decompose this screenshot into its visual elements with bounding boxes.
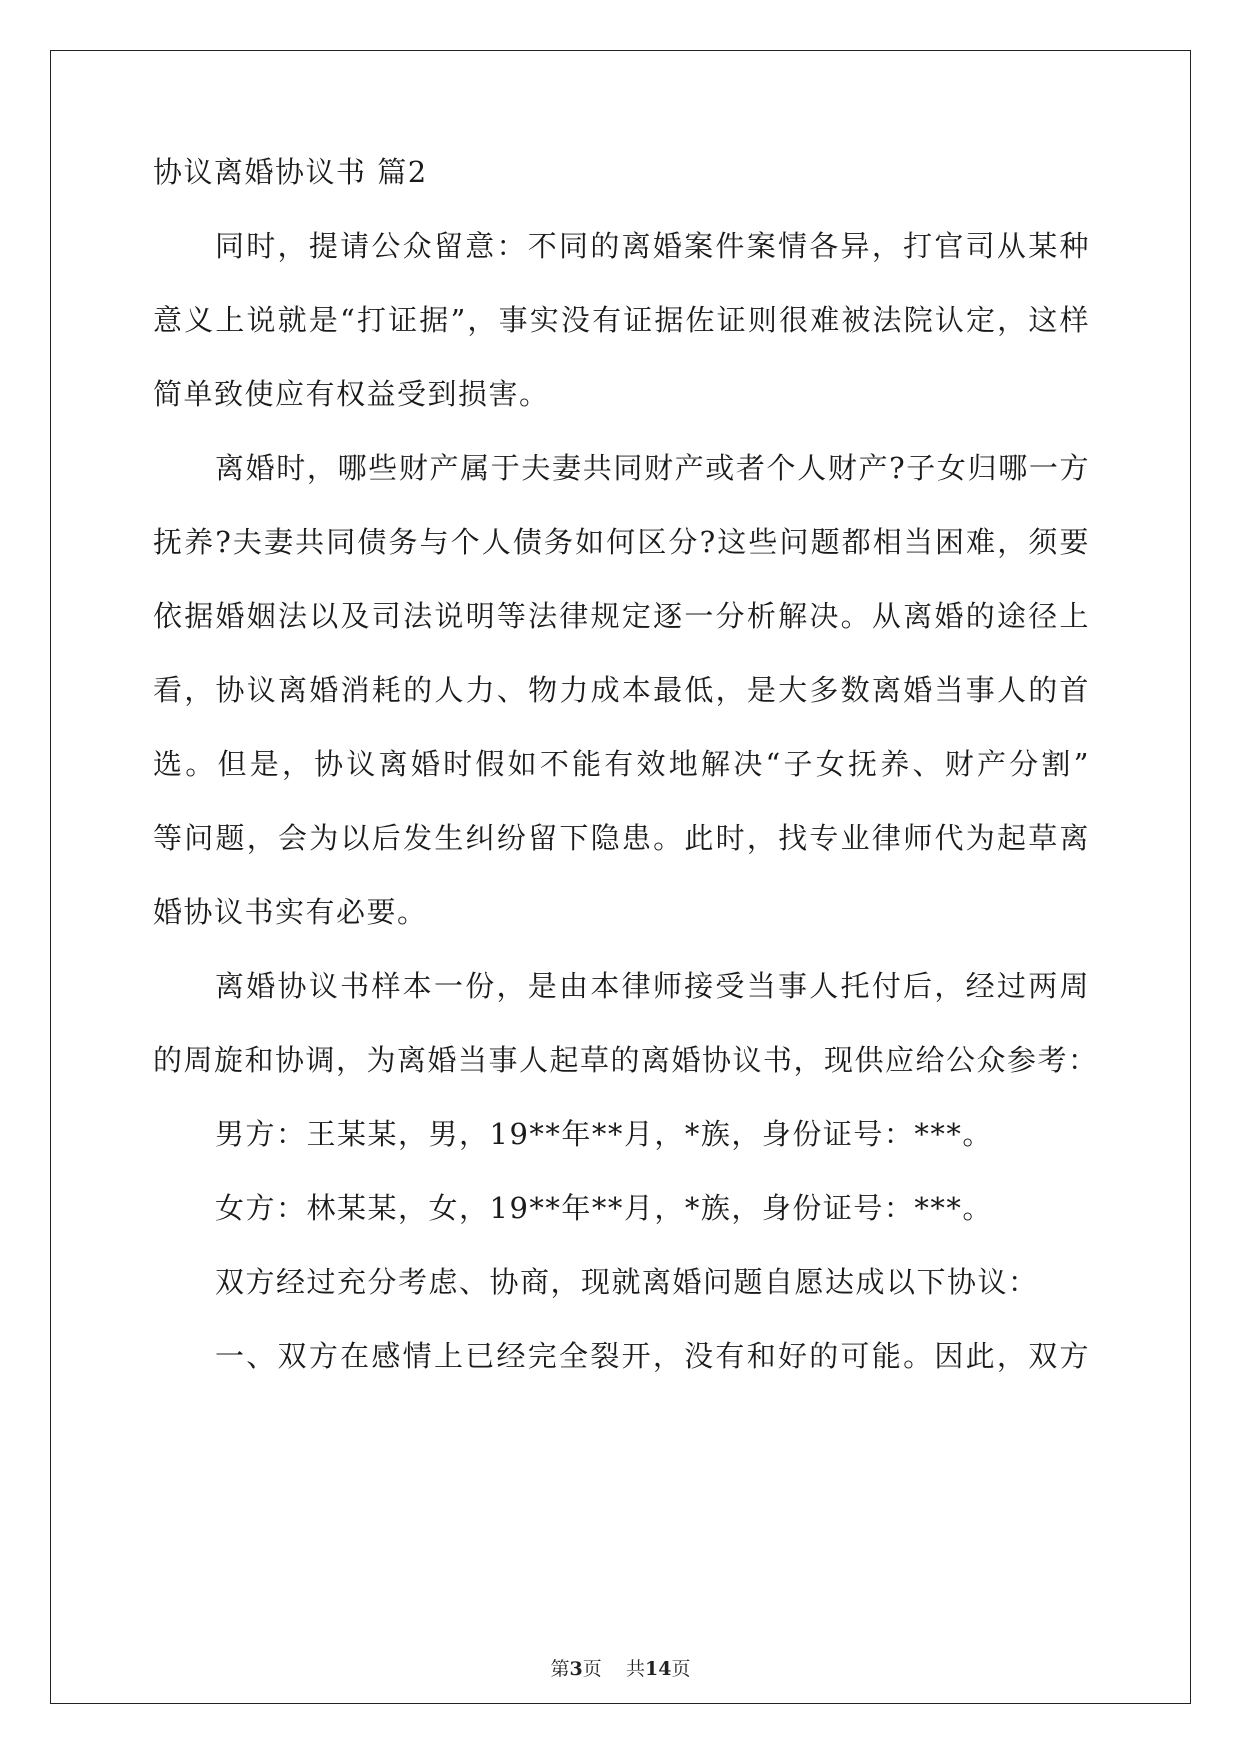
page-border bbox=[50, 50, 1191, 1704]
paragraph-2-line-3: 依据婚姻法以及司法说明等法律规定逐一分析解决。从离婚的途径上 bbox=[153, 599, 1090, 633]
agreement-intro-line: 双方经过充分考虑、协商，现就离婚问题自愿达成以下协议： bbox=[215, 1265, 1039, 1299]
page-total-suffix: 页 bbox=[671, 1658, 691, 1680]
page-number-current: 3 bbox=[569, 1658, 583, 1680]
paragraph-2-line-4: 看，协议离婚消耗的人力、物力成本最低，是大多数离婚当事人的首 bbox=[153, 673, 1090, 707]
paragraph-2-line-7: 婚协议书实有必要。 bbox=[153, 895, 428, 929]
paragraph-3-line-1: 离婚协议书样本一份，是由本律师接受当事人托付后，经过两周 bbox=[215, 969, 1090, 1003]
paragraph-1-line-1: 同时，提请公众留意：不同的离婚案件案情各异，打官司从某种 bbox=[215, 229, 1090, 263]
female-party-line: 女方：林某某，女，19**年**月，*族，身份证号：***。 bbox=[215, 1191, 993, 1225]
clause-1-line-1: 一、双方在感情上已经完全裂开，没有和好的可能。因此，双方 bbox=[215, 1339, 1090, 1373]
paragraph-2-line-1: 离婚时，哪些财产属于夫妻共同财产或者个人财产?子女归哪一方 bbox=[215, 451, 1090, 485]
paragraph-1-line-3: 简单致使应有权益受到损害。 bbox=[153, 377, 550, 411]
male-party-line: 男方：王某某，男，19**年**月，*族，身份证号：***。 bbox=[215, 1117, 993, 1151]
paragraph-2-line-2: 抚养?夫妻共同债务与个人债务如何区分?这些问题都相当困难，须要 bbox=[153, 525, 1090, 559]
paragraph-2-line-5: 选。但是，协议离婚时假如不能有效地解决“子女抚养、财产分割” bbox=[153, 747, 1090, 781]
page-total-count: 14 bbox=[644, 1658, 672, 1680]
paragraph-1-line-2: 意义上说就是“打证据”，事实没有证据佐证则很难被法院认定，这样 bbox=[153, 303, 1090, 337]
page-footer bbox=[0, 1656, 1241, 1682]
paragraph-3-line-2: 的周旋和协调，为离婚当事人起草的离婚协议书，现供应给公众参考： bbox=[153, 1043, 1099, 1077]
paragraph-2-line-6: 等问题，会为以后发生纠纷留下隐患。此时，找专业律师代为起草离 bbox=[153, 821, 1090, 855]
page-number-suffix: 页 bbox=[582, 1658, 602, 1680]
page-number-prefix: 第 bbox=[550, 1658, 570, 1680]
page-total-prefix: 共 bbox=[625, 1658, 645, 1680]
section-heading: 协议离婚协议书 篇2 bbox=[153, 155, 428, 189]
